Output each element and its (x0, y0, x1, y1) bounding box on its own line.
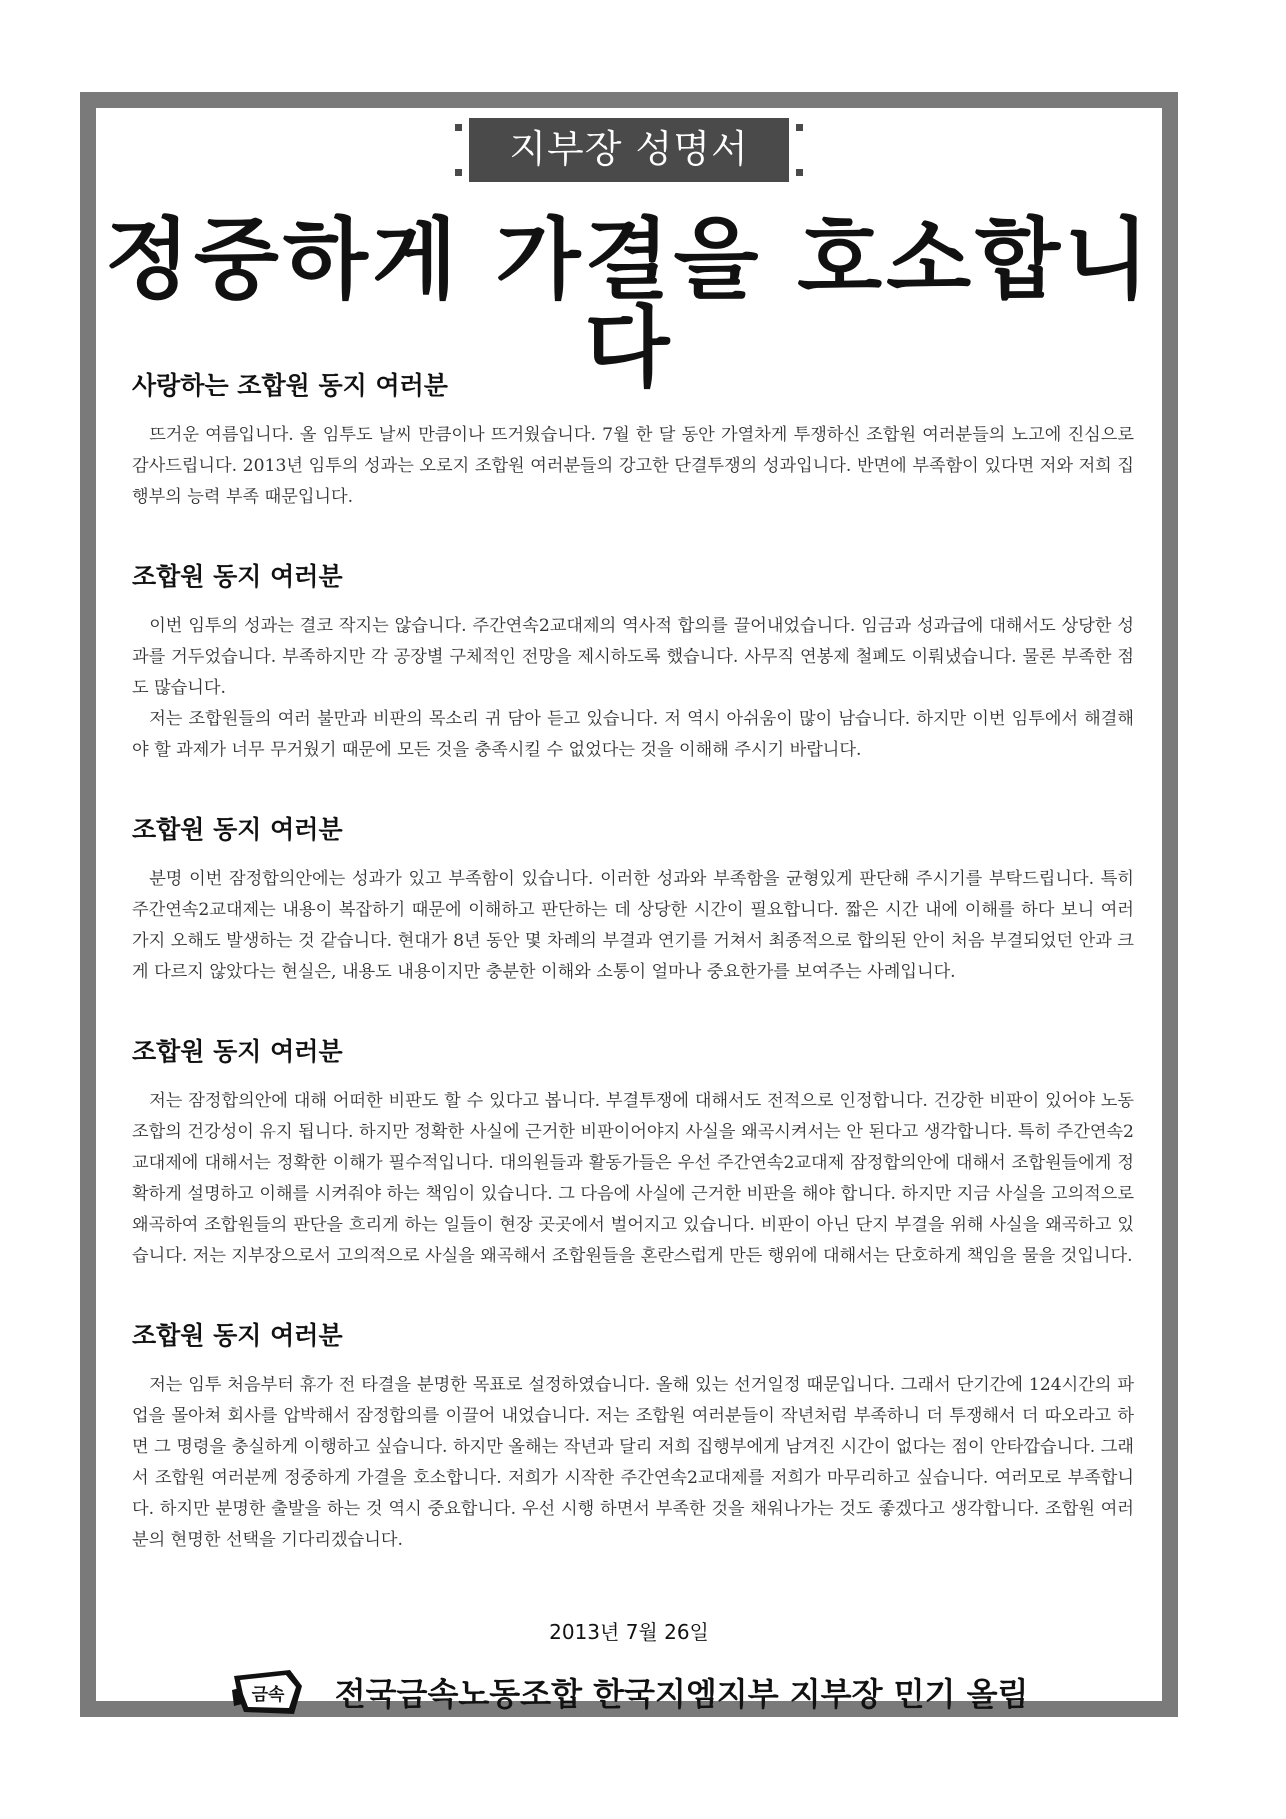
statement-date: 2013년 7월 26일 (549, 1620, 709, 1644)
paragraph: 저는 조합원들의 여러 불만과 비판의 목소리 귀 담아 듣고 있습니다. 저 역시 아쉬움이 많이 남습니다. 하지만 이번 임투에서 해결해야 할 과제가 너무 무거웠기 때문에 모든 것을 충족시킬 수 없었다는 것을 이해해 주시기 바랍니다. (132, 709, 1134, 760)
banner-wrap (96, 118, 1162, 182)
paragraph: 뜨거운 여름입니다. 올 임투도 날씨 만큼이나 뜨거웠습니다. 7월 한 달 동안 가열차게 투쟁하신 조합원 여러분들의 노고에 진심으로 감사드립니다. 2013년 임투의 성과는 오로지 조합원 여러분들의 강고한 단결투쟁의 성과입니다. 반면에 부족함이 있다면 저와 저희 집행부의 능력 부족 때문입니다. (132, 425, 1134, 507)
statement-banner: 지부장 성명서 (469, 118, 788, 182)
section-4 (132, 1032, 1134, 1272)
section-heading: 사랑하는 조합원 동지 여러분 (132, 371, 448, 400)
statement-body (132, 366, 1134, 1600)
union-logo-icon (230, 1666, 306, 1718)
page-title: 정중하게 가결을 호소합니다 (104, 208, 1154, 399)
section-5 (132, 1316, 1134, 1556)
paragraph: 이번 임투의 성과는 결코 작지는 않습니다. 주간연속2교대제의 역사적 합의를 끌어내었습니다. 임금과 성과급에 대해서도 상당한 성과를 거두었습니다. 부족하지만 각 공장별 구체적인 전망을 제시하도록 했습니다. 사무직 연봉제 철폐도 이뤄냈습니다. 물론 부족한 점도 많습니다. (132, 616, 1134, 698)
section-2 (132, 557, 1134, 766)
section-heading: 조합원 동지 여러분 (132, 562, 343, 591)
signature-text: 전국금속노동조합 한국지엠지부 지부장 민기 올림 (334, 1675, 1029, 1713)
section-1 (132, 366, 1134, 513)
logo-text: 금속 (251, 1685, 284, 1705)
document-frame (80, 92, 1178, 1717)
paragraph: 저는 임투 처음부터 휴가 전 타결을 분명한 목표로 설정하였습니다. 올해 있는 선거일정 때문입니다. 그래서 단기간에 124시간의 파업을 몰아쳐 회사를 압박해서 잠정합의를 이끌어 내었습니다. 저는 조합원 여러분들이 작년처럼 부족하니 더 투쟁해서 더 따오라고 하면 그 명령을 충실하게 이행하고 싶습니다. 하지만 올해는 작년과 달리 저희 집행부에게 남겨진 시간이 없다는 점이 안타깝습니다. 그래서 조합원 여러분께 정중하게 가결을 호소합니다. 저희가 시작한 주간연속2교대제를 저희가 마무리하고 싶습니다. 여러모로 부족합니다. 하지만 분명한 출발을 하는 것 역시 중요합니다. 우선 시행 하면서 부족한 것을 채워나가는 것도 좋겠다고 생각합니다. 조합원 여러분의 현명한 선택을 기다리겠습니다. (132, 1375, 1134, 1550)
signature-line (96, 1666, 1162, 1718)
section-heading: 조합원 동지 여러분 (132, 1037, 343, 1066)
section-heading: 조합원 동지 여러분 (132, 1321, 343, 1350)
section-3 (132, 810, 1134, 988)
paragraph: 분명 이번 잠정합의안에는 성과가 있고 부족함이 있습니다. 이러한 성과와 부족함을 균형있게 판단해 주시기를 부탁드립니다. 특히 주간연속2교대제는 내용이 복잡하기 때문에 이해하고 판단하는 데 상당한 시간이 필요합니다. 짧은 시간 내에 이해를 하다 보니 여러 가지 오해도 발생하는 것 같습니다. 현대가 8년 동안 몇 차례의 부결과 연기를 거쳐서 최종적으로 합의된 안이 처음 부결되었던 안과 크게 다르지 않았다는 현실은, 내용도 내용이지만 충분한 이해와 소통이 얼마나 중요한가를 보여주는 사례입니다. (132, 869, 1134, 982)
section-heading: 조합원 동지 여러분 (132, 815, 343, 844)
paragraph: 저는 잠정합의안에 대해 어떠한 비판도 할 수 있다고 봅니다. 부결투쟁에 대해서도 전적으로 인정합니다. 건강한 비판이 있어야 노동조합의 건강성이 유지 됩니다. 하지만 정확한 사실에 근거한 비판이어야지 사실을 왜곡시켜서는 안 된다고 생각합니다. 특히 주간연속2교대제에 대해서는 정확한 이해가 필수적입니다. 대의원들과 활동가들은 우선 주간연속2교대제 잠정합의안에 대해서 조합원들에게 정확하게 설명하고 이해를 시켜줘야 하는 책임이 있습니다. 그 다음에 사실에 근거한 비판을 해야 합니다. 하지만 지금 사실을 고의적으로 왜곡하여 조합원들의 판단을 흐리게 하는 일들이 현장 곳곳에서 벌어지고 있습니다. 비판이 아닌 단지 부결을 위해 사실을 왜곡하고 있습니다. 저는 지부장으로서 고의적으로 사실을 왜곡해서 조합원들을 혼란스럽게 만든 행위에 대해서는 단호하게 책임을 물을 것입니다. (132, 1091, 1134, 1266)
